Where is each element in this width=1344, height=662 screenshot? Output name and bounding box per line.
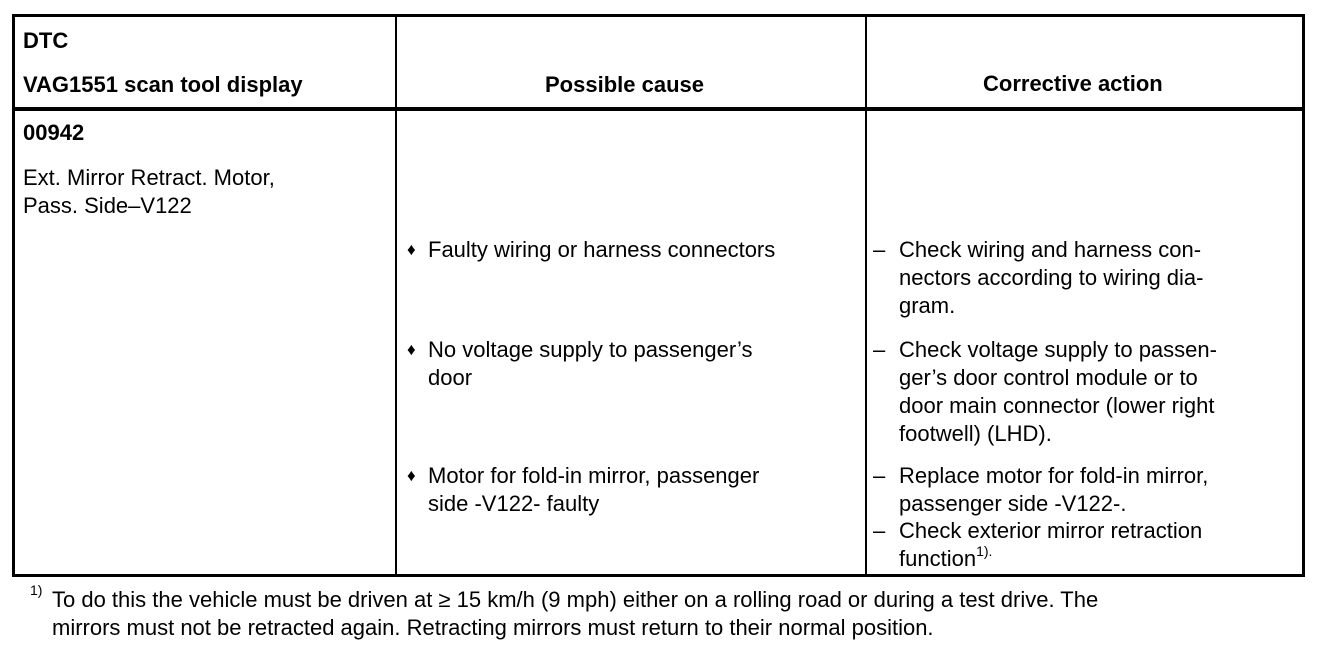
dtc-table [12,14,1305,577]
header-divider [15,107,1302,111]
column-divider-2 [865,17,867,574]
dash-marker: – [873,237,886,262]
dtc-description-line2: Pass. Side–V122 [23,193,192,218]
cause-line: door [428,365,473,390]
action-line: door main connector (lower right [899,393,1215,418]
header-scan-tool-display: VAG1551 scan tool display [23,72,303,97]
action-line [899,542,993,573]
bullet-icon: ♦ [407,240,416,259]
action-line: ger’s door control module or to [899,365,1198,390]
column-divider-1 [395,17,397,574]
bullet-icon: ♦ [407,340,416,359]
cause-line: side -V122- faulty [428,491,600,516]
action-line: gram. [899,293,956,318]
action-line: footwell) (LHD). [899,421,1052,446]
dash-marker: – [873,463,886,488]
bullet-icon: ♦ [407,466,416,485]
cause-line: No voltage supply to passenger’s [428,337,753,362]
footnote-line1: To do this the vehicle must be driven at ≥ 15 km/h (9 mph) either on a rolling road or during a test drive. The [52,587,1099,612]
cause-line: Faulty wiring or harness connectors [428,237,776,262]
dtc-description-line1: Ext. Mirror Retract. Motor, [23,165,275,190]
action-line: Check voltage supply to passen- [899,337,1217,362]
footnote-mark: 1) [30,582,43,598]
action-line: Replace motor for fold-in mirror, [899,463,1209,488]
action-line: Check exterior mirror retraction [899,518,1203,543]
action-line: passenger side -V122-. [899,491,1127,516]
footnote-reference: 1). [976,542,993,559]
action-line: Check wiring and harness con- [899,237,1202,262]
header-possible-cause: Possible cause [545,72,704,97]
header-corrective-action: Corrective action [983,71,1163,96]
action-line: nectors according to wiring dia- [899,265,1204,290]
header-dtc-label: DTC [23,28,69,53]
dtc-code: 00942 [23,120,85,145]
action-line-text: function [899,546,977,571]
footnote-line2: mirrors must not be retracted again. Retracting mirrors must return to their normal position. [52,615,934,640]
dash-marker: – [873,518,886,543]
dash-marker: – [873,337,886,362]
cause-line: Motor for fold-in mirror, passenger [428,463,760,488]
